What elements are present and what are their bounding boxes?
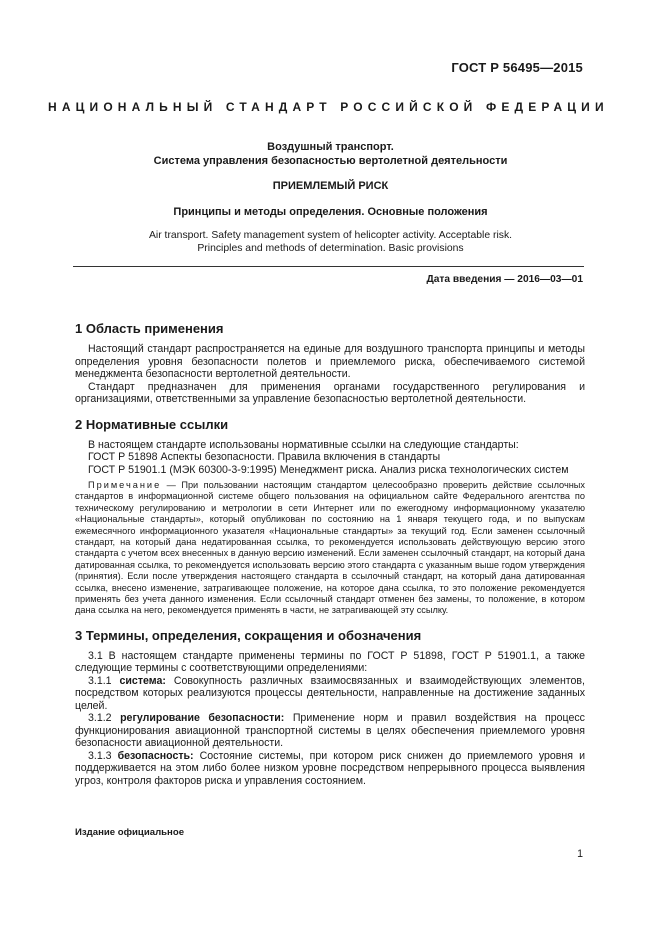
english-title-line-2: Principles and methods of determination. Basic provisions (197, 242, 464, 254)
term-text: Состояние системы, при котором риск снижен до приемлемого уровня и поддерживается на этом либо более низком уровне посредством непрерывного процесса выявления угроз, контроля факторов риска и управления состоянием. (75, 749, 585, 787)
title-line-2: Система управления безопасностью вертолетной деятельности (153, 155, 508, 167)
section-3-paragraph: 3.1 В настоящем стандарте применены термины по ГОСТ Р 51898, ГОСТ Р 51901.1, а также следующие термины с соответствующими определениями: (75, 649, 585, 675)
official-edition-label: Издание официальное (75, 827, 185, 838)
term-definition (75, 712, 585, 750)
main-title: ПРИЕМЛЕМЫЙ РИСК (272, 180, 389, 192)
section-1-paragraph: Стандарт предназначен для применения органами государственного регулирования и организациями, ответственными за управление безопасностью вертолетной деятельности. (75, 380, 585, 405)
section-1-heading: 1 Область применения (75, 321, 224, 336)
normative-reference: ГОСТ Р 51898 Аспекты безопасности. Правила включения в стандарты (88, 451, 441, 463)
note-label: Примечание (88, 480, 162, 490)
term-name: система: (119, 674, 166, 687)
term-definition (75, 675, 585, 713)
english-title-line-1: Air transport. Safety management system of helicopter activity. Acceptable risk. (148, 230, 513, 241)
note-text: — При пользовании настоящим стандартом целесообразно проверить действие ссылочных стандартов в информационной системе общего пользования на официальном сайте Федерального агентства по техническому регулированию и метрологии в сети Интернет или по ежегодному информационному указателю «Национальные стандарты», который опубликован по состоянию на 1 января текущего года, и по выпускам ежемесячного информационного указателя «Национальные стандарты» за текущий год. Если заменен ссылочный стандарт, на который дана недатированная ссылка, то рекомендуется использовать действующую версию этого стандарта с учетом всех внесенных в данную версию изменений. Если заменен ссылочный стандарт, на который дана датированная ссылка, то рекомендуется использовать версию этого стандарта с указанным выше годом утверждения (принятия). Если после утверждения настоящего стандарта в ссылочный стандарт, на который дана датированная ссылка, внесено изменение, затрагивающее положение, на которое дана ссылка, то это положение рекомендуется применять без учета данного изменения. Если ссылочный стандарт отменен без замены, то положение, в котором дана ссылка на него, рекомендуется применять в части, не затрагивающей эту ссылку. (75, 480, 585, 616)
section-3-heading: 3 Термины, определения, сокращения и обозначения (75, 627, 422, 643)
english-title (48, 230, 613, 255)
term-name: регулирование безопасности: (120, 712, 285, 725)
term-number: 3.1.3 (88, 749, 118, 762)
document-number: ГОСТ Р 56495—2015 (451, 60, 583, 75)
term-name: безопасность: (117, 749, 194, 762)
term-text: Применение норм и правил воздействия на процесс функционирования авиационной транспортной системы в целях обеспечения приемлемого уровня безопасности авиационной деятельности. (75, 712, 585, 750)
term-number: 3.1.2 (88, 712, 121, 725)
document-body (75, 321, 585, 787)
national-standard-banner: НАЦИОНАЛЬНЫЙ СТАНДАРТ РОССИЙСКОЙ ФЕДЕРАЦИИ (48, 100, 609, 114)
title-line-1: Воздушный транспорт. (267, 141, 394, 153)
page-number: 1 (577, 848, 583, 860)
term-definition (75, 750, 585, 788)
section-1-paragraph: Настоящий стандарт распространяется на единые для воздушного транспорта принципы и методы определения уровня безопасности полетов и приемлемого риска, обеспечиваемого системой менеджмента безопасности вертолетной деятельности. (75, 343, 585, 380)
note (75, 480, 585, 617)
section-2-heading: 2 Нормативные ссылки (75, 416, 229, 432)
subtitle: Принципы и методы определения. Основные положения (173, 206, 488, 218)
introduction-date: Дата введения — 2016—03—01 (426, 274, 583, 285)
term-number: 3.1.1 (88, 674, 120, 687)
title-block (48, 140, 613, 168)
normative-reference: ГОСТ Р 51901.1 (МЭК 60300-3-9:1995) Менеджмент риска. Анализ риска технологических систем (88, 463, 569, 476)
divider (73, 266, 584, 267)
term-text: Совокупность различных взаимосвязанных и взаимодействующих элементов, посредством которых реализуются процессы деятельности, направленные на достижение заданных целей. (75, 674, 586, 712)
section-2-paragraph: В настоящем стандарте использованы нормативные ссылки на следующие стандарты: (88, 438, 519, 451)
